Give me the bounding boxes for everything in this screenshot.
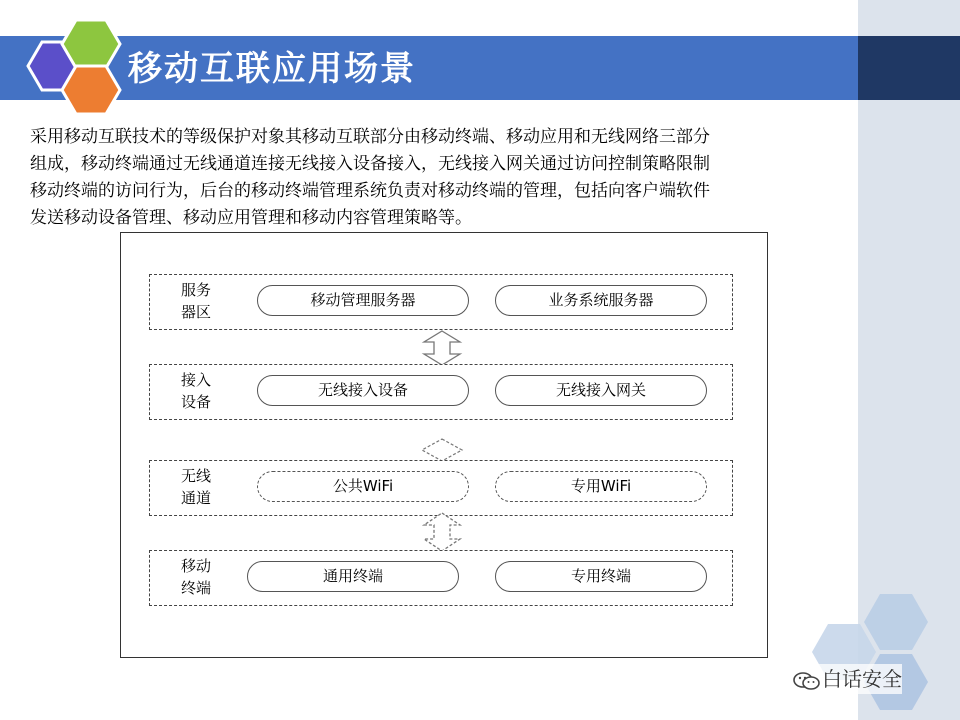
slide-body-text: 采用移动互联技术的等级保护对象其移动互联部分由移动终端、移动应用和无线网络三部分 组成，移动终端通过无线通道连接无线接入设备接入，无线接入网关通过访问控制策略限制 移动终端的访问行为，后台的移动终端管理系统负责对移动终端的管理，包括向客户端软件 发送移动设备管理、移动应用管理和移动内容管理策略等。 <box>30 127 710 228</box>
zone-wireless-channel <box>149 460 733 516</box>
zone-label: 无线 通道 <box>180 467 211 507</box>
business-system-server: 业务系统服务器 <box>495 285 707 316</box>
zone-label: 移动 终端 <box>180 557 211 597</box>
watermark <box>790 664 902 694</box>
mobile-management-server: 移动管理服务器 <box>257 285 469 316</box>
hexagon-logo-icon <box>6 14 126 114</box>
zone-label: 接入 设备 <box>180 371 211 411</box>
slide-title: 移动互联应用场景 <box>128 49 416 89</box>
double-arrow-icon <box>420 330 464 366</box>
zone-mobile-terminals <box>149 550 733 606</box>
double-arrow-icon <box>420 512 464 552</box>
wireless-access-device: 无线接入设备 <box>257 375 469 406</box>
wechat-icon <box>792 670 822 692</box>
zone-label: 服务 器区 <box>180 281 211 321</box>
title-band-accent <box>858 36 960 100</box>
wireless-access-gateway: 无线接入网关 <box>495 375 707 406</box>
zone-access-devices <box>149 364 733 420</box>
general-terminal: 通用终端 <box>247 561 459 592</box>
dedicated-terminal: 专用终端 <box>495 561 707 592</box>
decorative-hexagons-icon <box>800 586 960 720</box>
zone-server-area <box>149 274 733 330</box>
public-wifi: 公共WiFi <box>257 471 469 502</box>
private-wifi: 专用WiFi <box>495 471 707 502</box>
watermark-text: 白话安全 <box>822 667 902 691</box>
double-arrow-dashed-icon <box>420 438 464 462</box>
